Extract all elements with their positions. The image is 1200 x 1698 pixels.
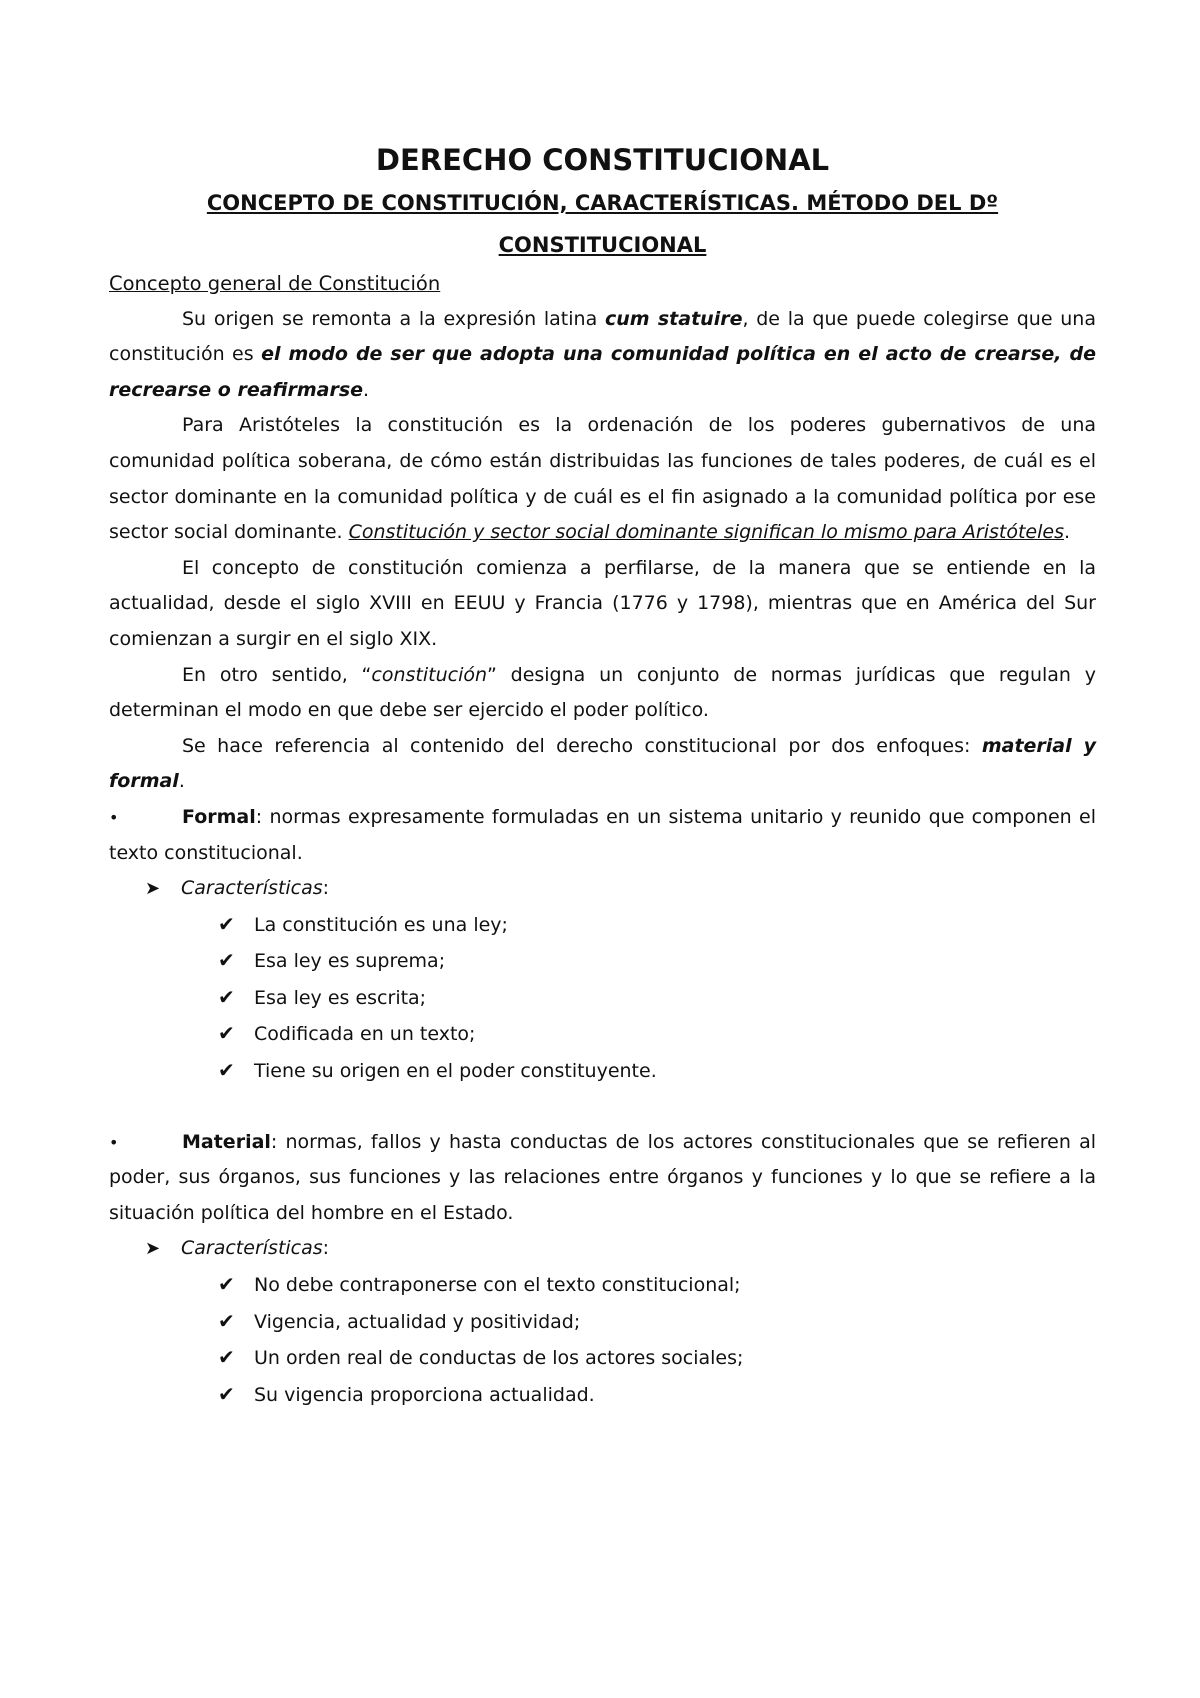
checkmark-icon: ✔ xyxy=(218,1272,235,1297)
bullet-icon: • xyxy=(109,807,119,827)
checkmark-icon: ✔ xyxy=(218,1058,235,1083)
paragraph-text: . xyxy=(1063,521,1071,544)
arrow-icon: ➤ xyxy=(145,878,161,900)
check-item-text: La constitución es una ley; xyxy=(254,913,508,936)
check-item-text: Tiene su origen en el poder constituyente. xyxy=(254,1060,657,1083)
formal-check-item xyxy=(109,1016,1096,1053)
paragraph-other-sense xyxy=(109,658,1096,729)
paragraph-text: Para Aristóteles la constitución es la ordenación de los poderes gubernativos de una comunidad política soberana, de cómo están distribuidas las funciones de tales poderes, de cuál es el sector dominante en la comunidad política y de cuál es el fin asignado a la comunidad política por ese sector social dominante. xyxy=(109,414,1096,544)
material-check-item xyxy=(109,1377,1096,1414)
material-definition: : normas, fallos y hasta conductas de los actores constitucionales que se refieren al poder, sus órganos, sus funciones y las relaciones entre órganos y funciones y lo que se refiere a la situación política del hombre en el Estado. xyxy=(109,1130,1096,1224)
section-heading: Concepto general de Constitución xyxy=(109,272,441,295)
check-item-text: Vigencia, actualidad y positividad; xyxy=(254,1310,581,1333)
checkmark-icon: ✔ xyxy=(218,911,235,936)
check-item-text: Un orden real de conductas de los actores sociales; xyxy=(254,1347,744,1370)
blank-line xyxy=(109,1090,1096,1125)
paragraph-text: En otro sentido, “ xyxy=(182,663,372,686)
definition-emphasis: el modo de ser que adopta una comunidad política en el acto de crearse, de recrearse o reafirmarse xyxy=(109,343,1096,401)
arrow-icon: ➤ xyxy=(145,1238,161,1260)
paragraph-text: . xyxy=(178,770,185,793)
bullet-icon: • xyxy=(109,1132,119,1152)
formal-definition: : normas expresamente formuladas en un sistema unitario y reunido que componen el texto constitucional. xyxy=(109,805,1096,864)
paragraph-text: . xyxy=(363,378,370,401)
characteristics-colon: : xyxy=(322,877,330,900)
paragraph-origin xyxy=(109,302,1096,409)
checkmark-icon: ✔ xyxy=(218,984,235,1009)
formal-check-item xyxy=(109,907,1096,944)
italic-term: constitución xyxy=(371,663,488,686)
paragraph-text: , de la que puede colegirse que una constitución es xyxy=(109,307,1096,366)
paragraph-text: Su origen se remonta a la expresión latina xyxy=(182,307,605,330)
material-term: Material xyxy=(182,1130,271,1153)
document-title: DERECHO CONSTITUCIONAL xyxy=(375,143,830,177)
paragraph-history: El concepto de constitución comienza a perfilarse, de la manera que se entiende en la actualidad, desde el siglo XVIII en EEUU y Francia (1776 y 1798), mientras que en América del Sur comienzan a surgir en el siglo XIX. xyxy=(109,556,1096,650)
check-item-text: Esa ley es suprema; xyxy=(254,950,446,973)
formal-check-item xyxy=(109,1053,1096,1090)
characteristics-colon: : xyxy=(322,1237,330,1260)
check-item-text: Su vigencia proporciona actualidad. xyxy=(254,1383,595,1406)
characteristics-label: Características xyxy=(181,877,323,900)
paragraph-approaches xyxy=(109,729,1096,800)
checkmark-icon: ✔ xyxy=(218,1345,235,1370)
check-item-text: Codificada en un texto; xyxy=(254,1023,476,1046)
checkmark-icon: ✔ xyxy=(218,948,235,973)
material-characteristics-heading xyxy=(109,1231,1096,1267)
formal-characteristics-heading xyxy=(109,871,1096,907)
material-check-item xyxy=(109,1340,1096,1377)
formal-term: Formal xyxy=(182,805,256,828)
checkmark-icon: ✔ xyxy=(218,1308,235,1333)
check-item-text: Esa ley es escrita; xyxy=(254,986,427,1009)
formal-bullet-item xyxy=(109,800,1096,871)
formal-check-item xyxy=(109,943,1096,980)
paragraph-aristoteles xyxy=(109,408,1096,550)
latin-term: cum statuire xyxy=(604,307,743,330)
formal-check-item xyxy=(109,980,1096,1017)
paragraph-text: Se hace referencia al contenido del derecho constitucional por dos enfoques: xyxy=(182,734,982,757)
characteristics-label: Características xyxy=(181,1237,323,1260)
material-bullet-item xyxy=(109,1125,1096,1232)
material-check-item xyxy=(109,1304,1096,1341)
paragraph-text: ” designa un conjunto de normas jurídicas que regulan y determinan el modo en que debe ser ejercido el poder político. xyxy=(109,663,1096,722)
document-subtitle: CONCEPTO DE CONSTITUCIÓN, CARACTERÍSTICAS. MÉTODO DEL Dº CONSTITUCIONAL xyxy=(206,191,999,257)
checkmark-icon: ✔ xyxy=(218,1381,235,1406)
underlined-emphasis: Constitución y sector social dominante significan lo mismo para Aristóteles xyxy=(348,521,1064,544)
checkmark-icon: ✔ xyxy=(218,1021,235,1046)
material-check-item xyxy=(109,1267,1096,1304)
approaches-emphasis: material y formal xyxy=(109,734,1096,793)
document-body xyxy=(109,140,1096,1413)
check-item-text: No debe contraponerse con el texto constitucional; xyxy=(254,1274,741,1297)
